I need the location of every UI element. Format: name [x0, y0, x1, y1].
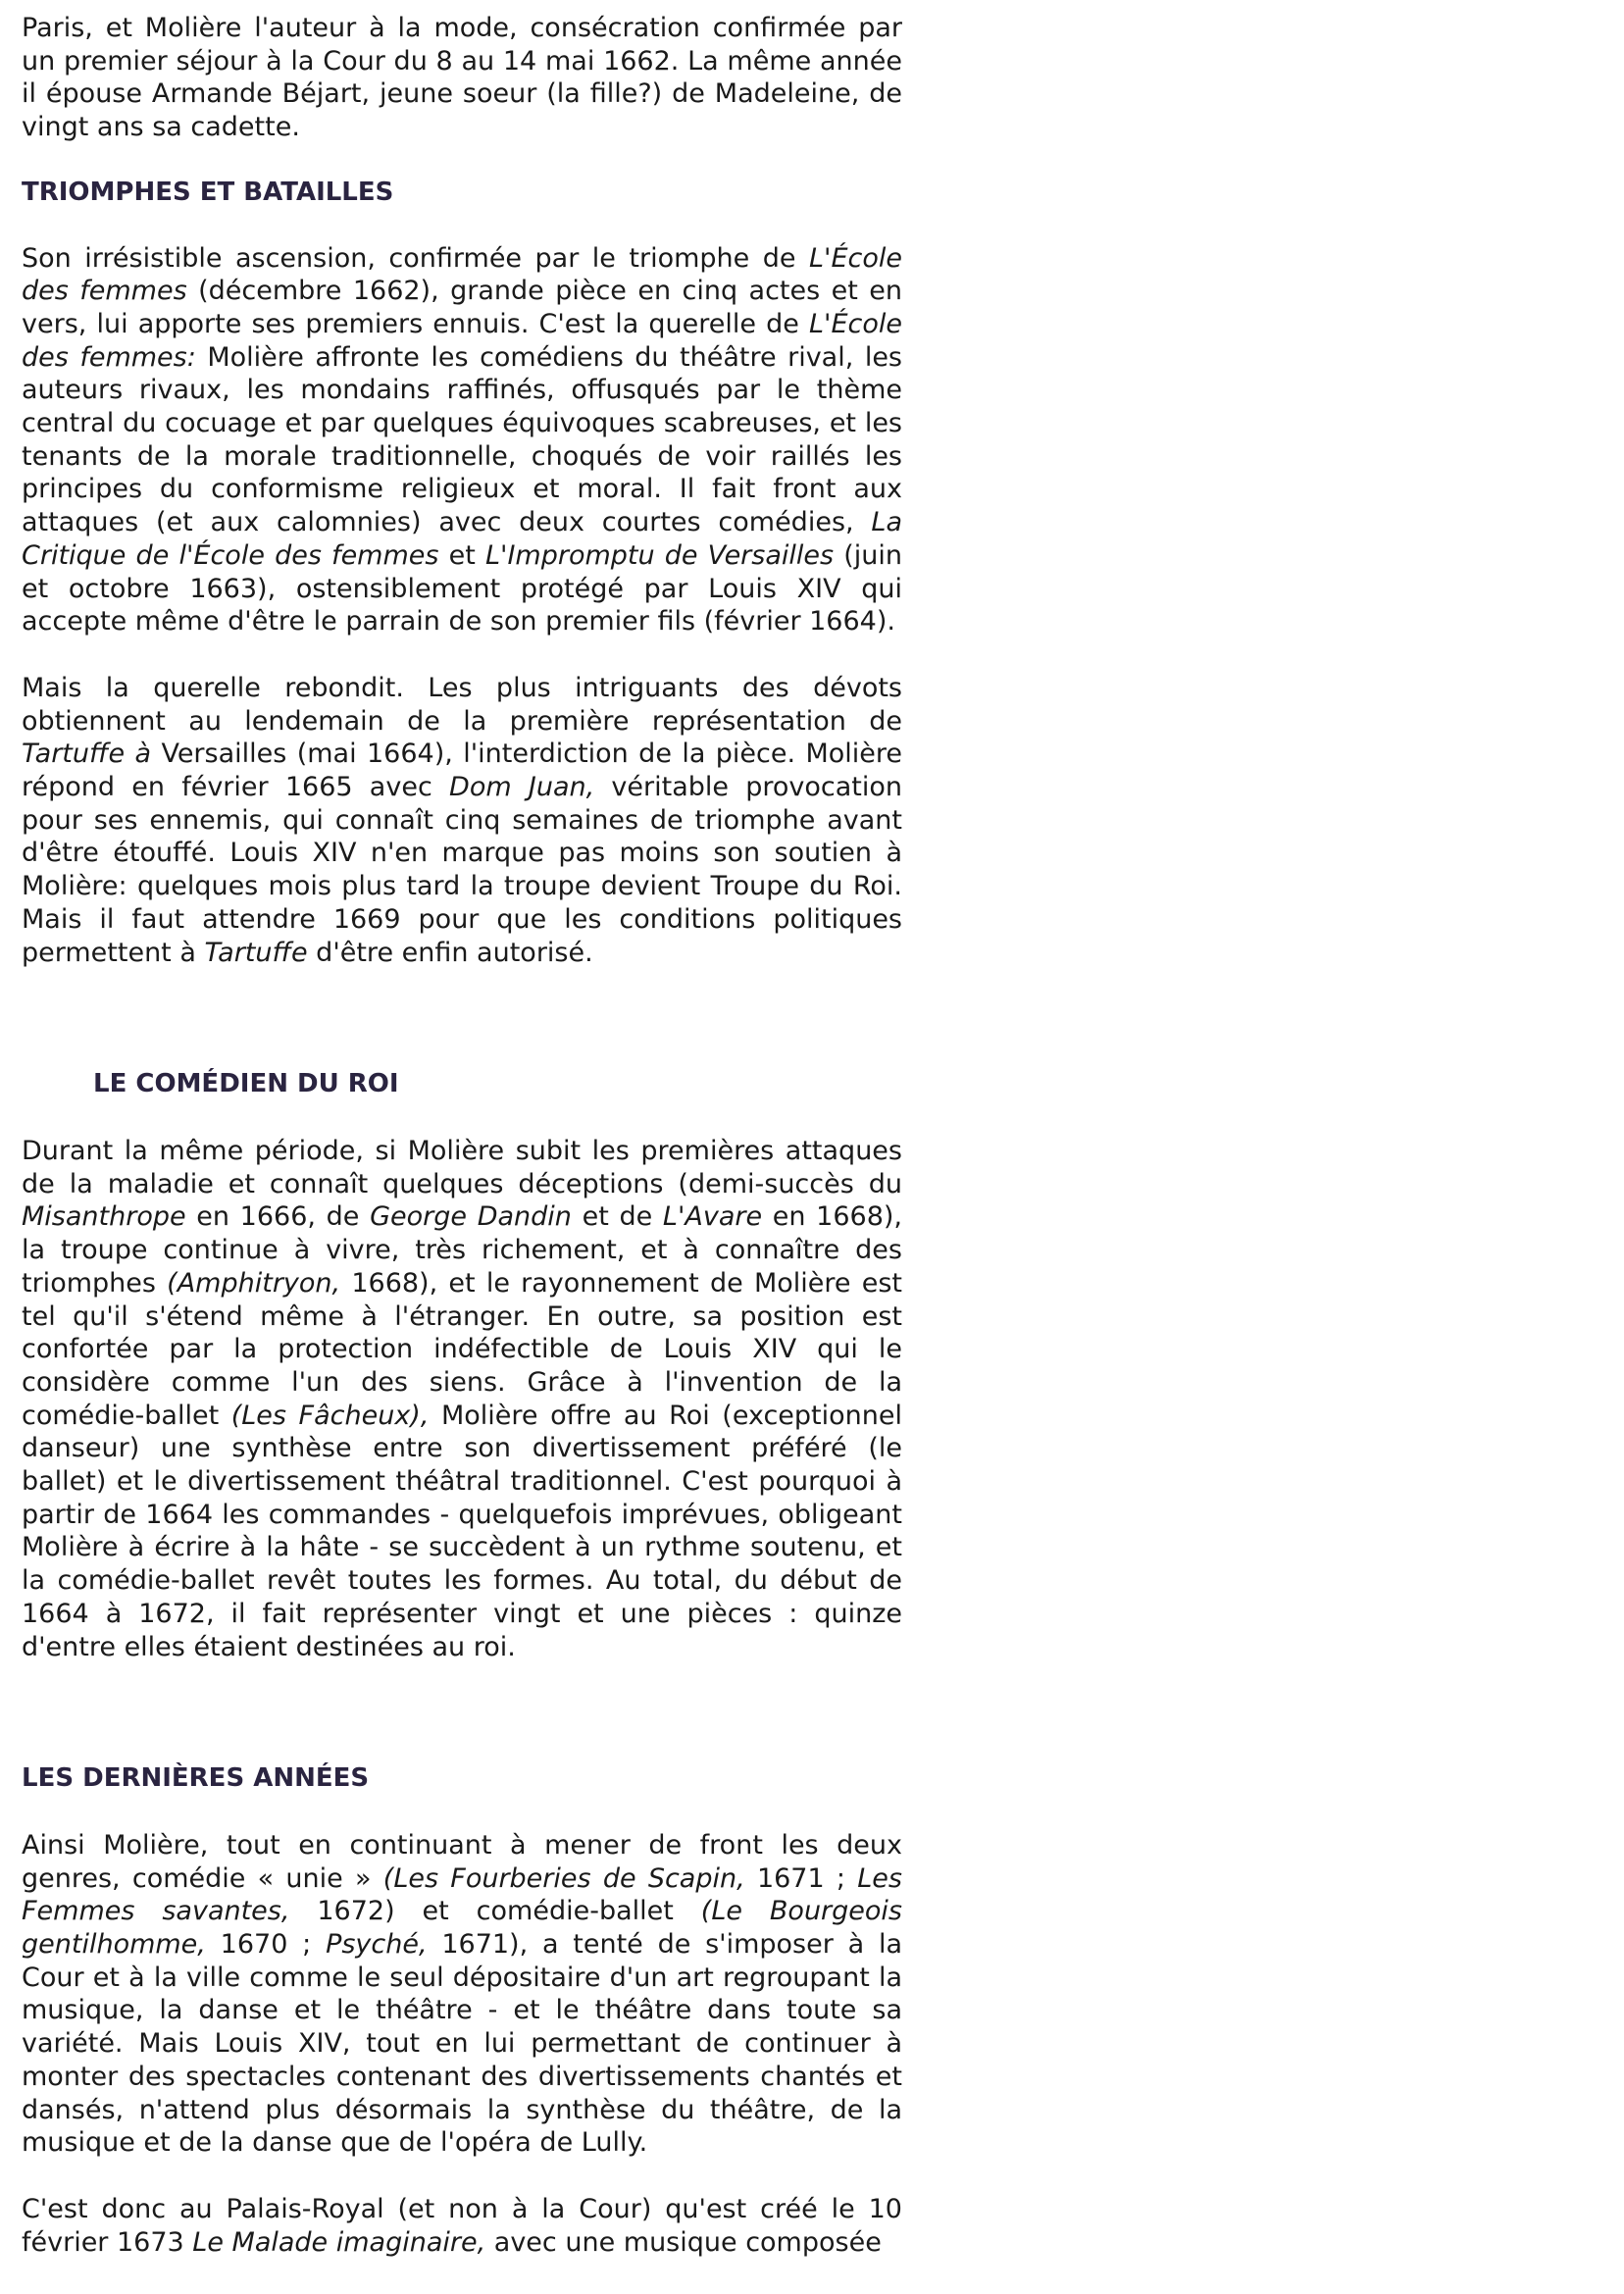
paragraph-comedien-1 [22, 1135, 902, 1663]
section-heading-comedien: LE COMÉDIEN DU ROI [93, 1069, 399, 1099]
italic-title-text: Psyché, [326, 1929, 428, 1961]
body-text: d'être enfin autorisé. [307, 937, 593, 968]
italic-title-text: Tartuffe [204, 937, 308, 968]
italic-title-text: (Les Fourberies de Scapin, [382, 1862, 745, 1894]
body-text: Mais la querelle rebondit. Les plus intriguants des dévots obtiennent au lendemain de la première représentation de [22, 672, 902, 737]
paragraph-triomphes-1 [22, 242, 902, 638]
body-text: véritable provocation pour ses ennemis, qui connaît cinq semaines de triomphe avant d'être étouffé. Louis XIV n'en marque pas moins son soutien à Molière: quelques mois plus tard la troupe devient Troupe du Roi. Mais il faut attendre 1669 pour que les conditions politiques permettent à [22, 772, 903, 968]
body-text: Molière affronte les comédiens du théâtre rival, les auteurs rivaux, les mondains raffinés, offusqués par le thème central du cocuage et par quelques équivoques scabreuses, et les tenants de la morale traditionnelle, choqués de voir raillés les principes du conformisme religieux et moral. Il fait front aux attaques (et aux calomnies) avec deux courtes comédies, [22, 341, 902, 538]
italic-title-text: La Critique de l'École des femmes [22, 507, 902, 571]
italic-title-text: Les Femmes savantes, [22, 1862, 902, 1927]
italic-title-text: Dom Juan, [449, 772, 595, 803]
body-text: Molière offre au Roi (exceptionnel danseur) une synthèse entre son divertissement préféré (le ballet) et le divertissement théâtral traditionnel. C'est pourquoi à partir de 1664 les commandes - quelquefois imprévues, obligeant Molière à écrire à la hâte - se succèdent à un rythme soutenu, et la comédie-ballet revêt toutes les formes. Au total, du début de 1664 à 1672, il fait représenter vingt et une pièces : quinze d'entre elles étaient destinées au roi. [22, 1400, 902, 1662]
italic-title-text: George Dandin [370, 1201, 572, 1233]
paragraph-triomphes-2 [22, 672, 902, 969]
italic-title-text: L'Avare [662, 1201, 763, 1233]
italic-title-text: L'École des femmes: [22, 308, 902, 373]
italic-title-text: Misanthrope [22, 1201, 186, 1233]
italic-title-text: L'Impromptu de Versailles [484, 539, 835, 571]
italic-title-text: (Les Fâcheux), [230, 1400, 430, 1431]
body-text: (juin et octobre 1663), ostensiblement protégé par Louis XIV qui accepte même d'être le parrain de son premier fils (février 1664). [22, 539, 902, 637]
intro-paragraph [22, 12, 902, 144]
body-text: en 1668), la troupe continue à vivre, très richement, et à connaître des triomphes [22, 1201, 902, 1299]
body-text: en 1666, de [185, 1201, 371, 1233]
section-heading-triomphes: TRIOMPHES ET BATAILLES [22, 177, 394, 207]
body-text: (décembre 1662), grande pièce en cinq actes et en vers, lui apporte ses premiers ennuis. C'est la querelle de [22, 276, 902, 339]
body-text: avec une musique composée [485, 2226, 882, 2258]
paragraph-dernieres-2 [22, 2193, 902, 2259]
body-text: C'est donc au Palais-Royal (et non à la Cour) qu'est créé le 10 février 1673 [22, 2193, 902, 2258]
body-text: 1671), a tenté de s'imposer à la Cour et à la ville comme le seul dépositaire d'un art regroupant la musique, la danse et le théâtre - et le théâtre dans toute sa variété. Mais Louis XIV, tout en lui permettant de continuer à monter des spectacles contenant des divertissements chantés et dansés, n'attend plus désormais la synthèse du théâtre, de la musique et de la danse que de l'opéra de Lully. [22, 1929, 902, 2159]
body-text: 1671 ; [744, 1862, 858, 1894]
italic-title-text: Le Malade imaginaire, [192, 2226, 486, 2258]
body-text: Versailles (mai 1664), l'interdiction de la pièce. Molière répond en février 1665 avec [22, 739, 902, 803]
body-text: 1672) et comédie-ballet [289, 1896, 701, 1927]
body-text: Paris, et Molière l'auteur à la mode, consécration confirmée par un premier séjour à la Cour du 8 au 14 mai 1662. La même année il épouse Armande Béjart, jeune soeur (la fille?) de Madeleine, de vingt ans sa cadette. [22, 13, 902, 143]
body-text: et de [571, 1201, 663, 1233]
section-heading-dernieres: LES DERNIÈRES ANNÉES [22, 1763, 370, 1794]
paragraph-dernieres-1 [22, 1829, 902, 2160]
document-page [22, 12, 902, 2259]
italic-title-text: Tartuffe à [22, 739, 152, 770]
body-text: Ainsi Molière, tout en continuant à mener de front les deux genres, comédie « unie » [22, 1829, 902, 1894]
italic-title-text: (Le Bourgeois gentilhomme, [22, 1896, 902, 1961]
body-text: Durant la même période, si Molière subit les premières attaques de la maladie et connaît quelques déceptions (demi-succès du [22, 1135, 902, 1199]
body-text: 1668), et le rayonnement de Molière est tel qu'il s'étend même à l'étranger. En outre, sa position est confortée par la protection indéfectible de Louis XIV qui le considère comme l'un des siens. Grâce à l'invention de la comédie-ballet [22, 1267, 902, 1431]
italic-title-text: (Amphitryon, [167, 1267, 341, 1299]
italic-title-text: L'École des femmes [22, 242, 902, 307]
body-text: 1670 ; [205, 1929, 327, 1961]
body-text: et [438, 539, 485, 571]
body-text: Son irrésistible ascension, confirmée par le triomphe de [22, 242, 809, 274]
